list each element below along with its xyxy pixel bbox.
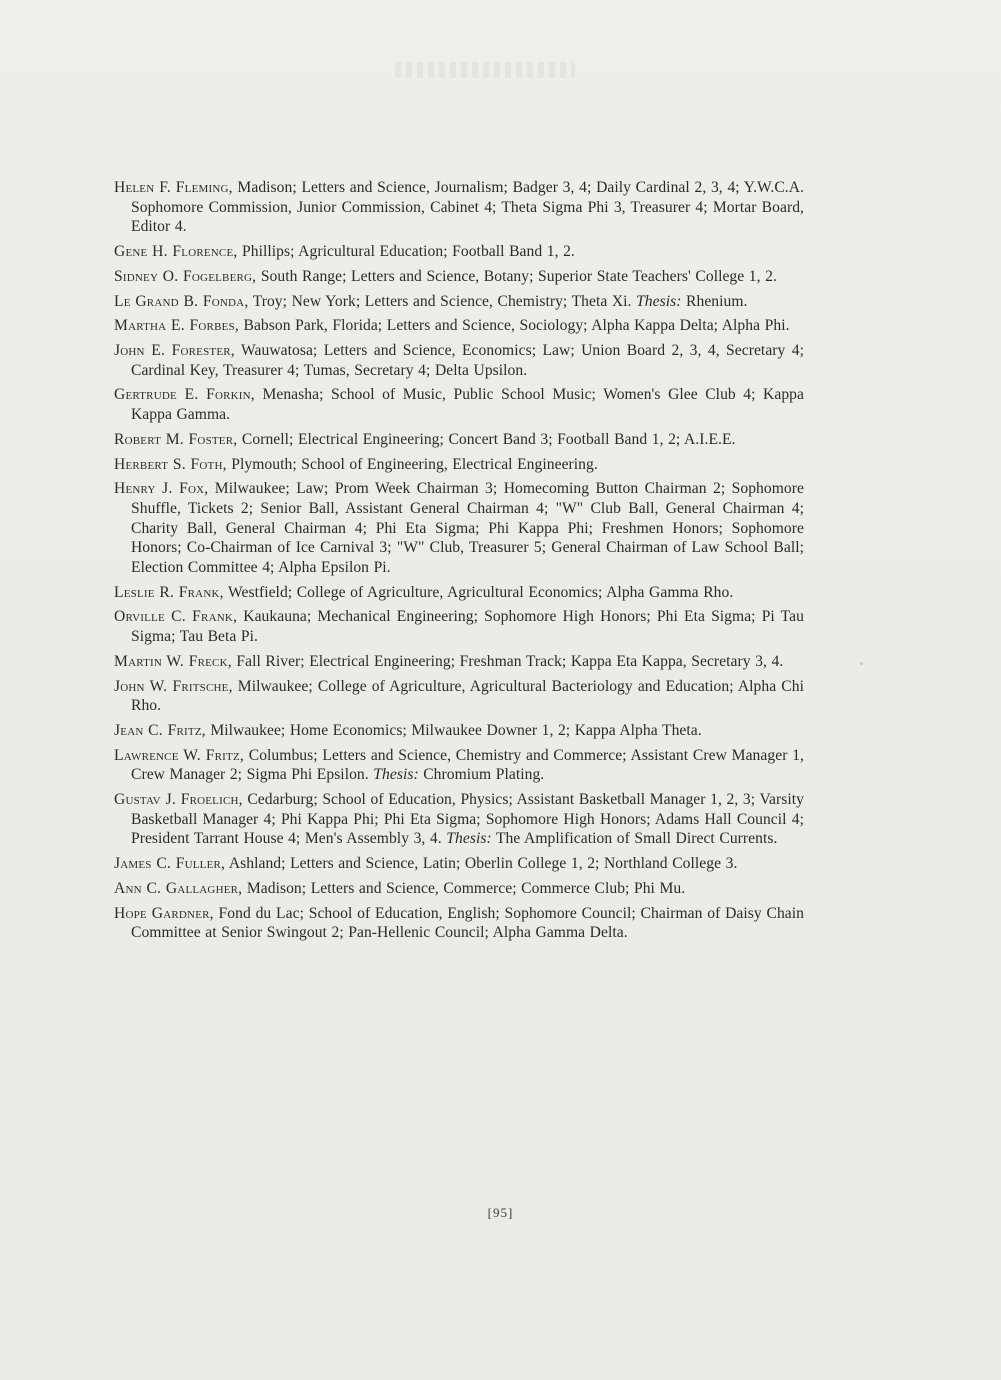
student-entry (114, 316, 804, 336)
student-entry (114, 341, 804, 380)
student-entry (114, 607, 804, 646)
thesis-label: Thesis: (636, 292, 682, 310)
student-entry (114, 455, 804, 475)
student-details: Fall River; Electrical Engineering; Freshman Track; Kappa Eta Kappa, Secretary 3, 4. (231, 652, 784, 670)
student-entry (114, 178, 804, 237)
student-entry (114, 292, 804, 312)
student-details: Columbus; Letters and Science, Chemistry and Commerce; Assistant Crew Manager 1, Crew Manager 2; Sigma Phi Epsilon. (131, 746, 804, 784)
page-number: [95] (487, 1205, 514, 1220)
student-entry (114, 746, 804, 785)
student-name: John E. Forester, (114, 342, 235, 360)
student-name: Martha E. Forbes, (114, 317, 239, 335)
student-name: Martin W. Freck, (114, 652, 232, 670)
student-details: Troy; New York; Letters and Science, Chemistry; Theta Xi. (248, 292, 632, 310)
student-name: Gertrude E. Forkin, (114, 386, 255, 404)
student-entry (114, 583, 804, 603)
student-entry (114, 854, 804, 874)
student-name: Gene H. Florence, (114, 242, 238, 260)
student-entry-list (114, 178, 804, 948)
student-name: Helen F. Fleming, (114, 179, 233, 196)
student-entry (114, 267, 804, 287)
student-name: Orville C. Frank, (114, 608, 238, 626)
student-details: Madison; Letters and Science, Journalism; Badger 3, 4; Daily Cardinal 2, 3, 4; Y.W.C.A. Sophomore Commission, Junior Commission, Cabinet 4; Theta Sigma Phi 3, Treasurer 4; Mortar Board, Editor 4. (131, 179, 804, 236)
student-name: Herbert S. Foth, (114, 455, 227, 473)
student-details: Madison; Letters and Science, Commerce; Commerce Club; Phi Mu. (242, 879, 686, 897)
student-details: Kaukauna; Mechanical Engineering; Sophomore High Honors; Phi Eta Sigma; Pi Tau Sigma; Tau Beta Pi. (131, 608, 804, 645)
student-name: Gustav J. Froelich, (114, 791, 243, 809)
student-entry (114, 904, 804, 943)
student-name: Hope Gardner, (114, 904, 214, 922)
student-details: Ashland; Letters and Science, Latin; Oberlin College 1, 2; Northland College 3. (225, 855, 738, 872)
student-entry (114, 242, 804, 262)
student-details: Cedarburg; School of Education, Physics; Assistant Basketball Manager 1, 2, 3; Varsity Basketball Manager 4; Phi Kappa Phi; Phi Eta Sigma; Sophomore High Honors; Adams Hall Council 4; President Tarrant House 4; Men's Assembly 3, 4. (131, 791, 804, 848)
student-name: Leslie R. Frank, (114, 583, 224, 601)
paper-speck (860, 662, 863, 665)
student-name: Ann C. Gallagher, (114, 879, 243, 897)
student-name: Le Grand B. Fonda, (114, 292, 249, 310)
student-name: Robert M. Foster, (114, 430, 238, 448)
student-details: Fond du Lac; School of Education, English; Sophomore Council; Chairman of Daisy Chain Committee at Senior Swingout 2; Pan-Hellenic Council; Alpha Gamma Delta. (131, 904, 805, 942)
student-entry (114, 430, 804, 450)
student-entry (114, 721, 804, 741)
student-entry (114, 879, 804, 899)
student-details: Phillips; Agricultural Education; Football Band 1, 2. (237, 242, 575, 260)
show-through-text (395, 62, 575, 78)
student-details: South Range; Letters and Science, Botany; Superior State Teachers' College 1, 2. (256, 267, 777, 285)
thesis-title: Chromium Plating. (418, 766, 545, 784)
student-details: Menasha; School of Music, Public School Music; Women's Glee Club 4; Kappa Kappa Gamma. (131, 386, 805, 424)
thesis-label: Thesis: (373, 766, 419, 784)
student-name: Jean C. Fritz, (114, 721, 206, 739)
thesis-title: Rhenium. (681, 292, 748, 310)
student-details: Milwaukee; Law; Prom Week Chairman 3; Homecoming Button Chairman 2; Sophomore Shuffle, Tickets 2; Senior Ball, Assistant General Chairman 4; "W" Club Ball, General Chairman 4; Charity Ball, General Chairman 4; Phi Eta Sigma; Phi Kappa Phi; Freshmen Honors; Sophomore Honors; Co-Chairman of Ice Carnival 3; "W" Club, Treasurer 5; General Chairman of Law School Ball; Election Committee 4; Alpha Epsilon Pi. (131, 480, 804, 576)
student-name: Sidney O. Fogelberg, (114, 267, 257, 285)
student-details: Plymouth; School of Engineering, Electrical Engineering. (226, 455, 598, 473)
student-details: Babson Park, Florida; Letters and Science, Sociology; Alpha Kappa Delta; Alpha Phi. (238, 317, 790, 335)
student-entry (114, 652, 804, 672)
student-entry (114, 385, 804, 424)
student-entry (114, 790, 804, 849)
student-name: John W. Fritsche, (114, 677, 233, 695)
student-details: Cornell; Electrical Engineering; Concert Band 3; Football Band 1, 2; A.I.E.E. (237, 430, 736, 448)
student-name: Henry J. Fox, (114, 480, 209, 498)
student-name: Lawrence W. Fritz, (114, 746, 244, 764)
student-details: Wauwatosa; Letters and Science, Economics; Law; Union Board 2, 3, 4, Secretary 4; Cardinal Key, Treasurer 4; Tumas, Secretary 4; Delta Upsilon. (131, 342, 804, 379)
student-details: Milwaukee; Home Economics; Milwaukee Downer 1, 2; Kappa Alpha Theta. (205, 721, 702, 739)
thesis-label: Thesis: (446, 830, 492, 848)
student-name: James C. Fuller, (114, 855, 226, 872)
student-details: Westfield; College of Agriculture, Agricultural Economics; Alpha Gamma Rho. (223, 583, 734, 601)
student-entry (114, 677, 804, 716)
thesis-title: The Amplification of Small Direct Currents. (491, 830, 778, 848)
student-entry (114, 479, 804, 577)
student-details: Milwaukee; College of Agriculture, Agricultural Bacteriology and Education; Alpha Chi Rho. (131, 677, 804, 715)
